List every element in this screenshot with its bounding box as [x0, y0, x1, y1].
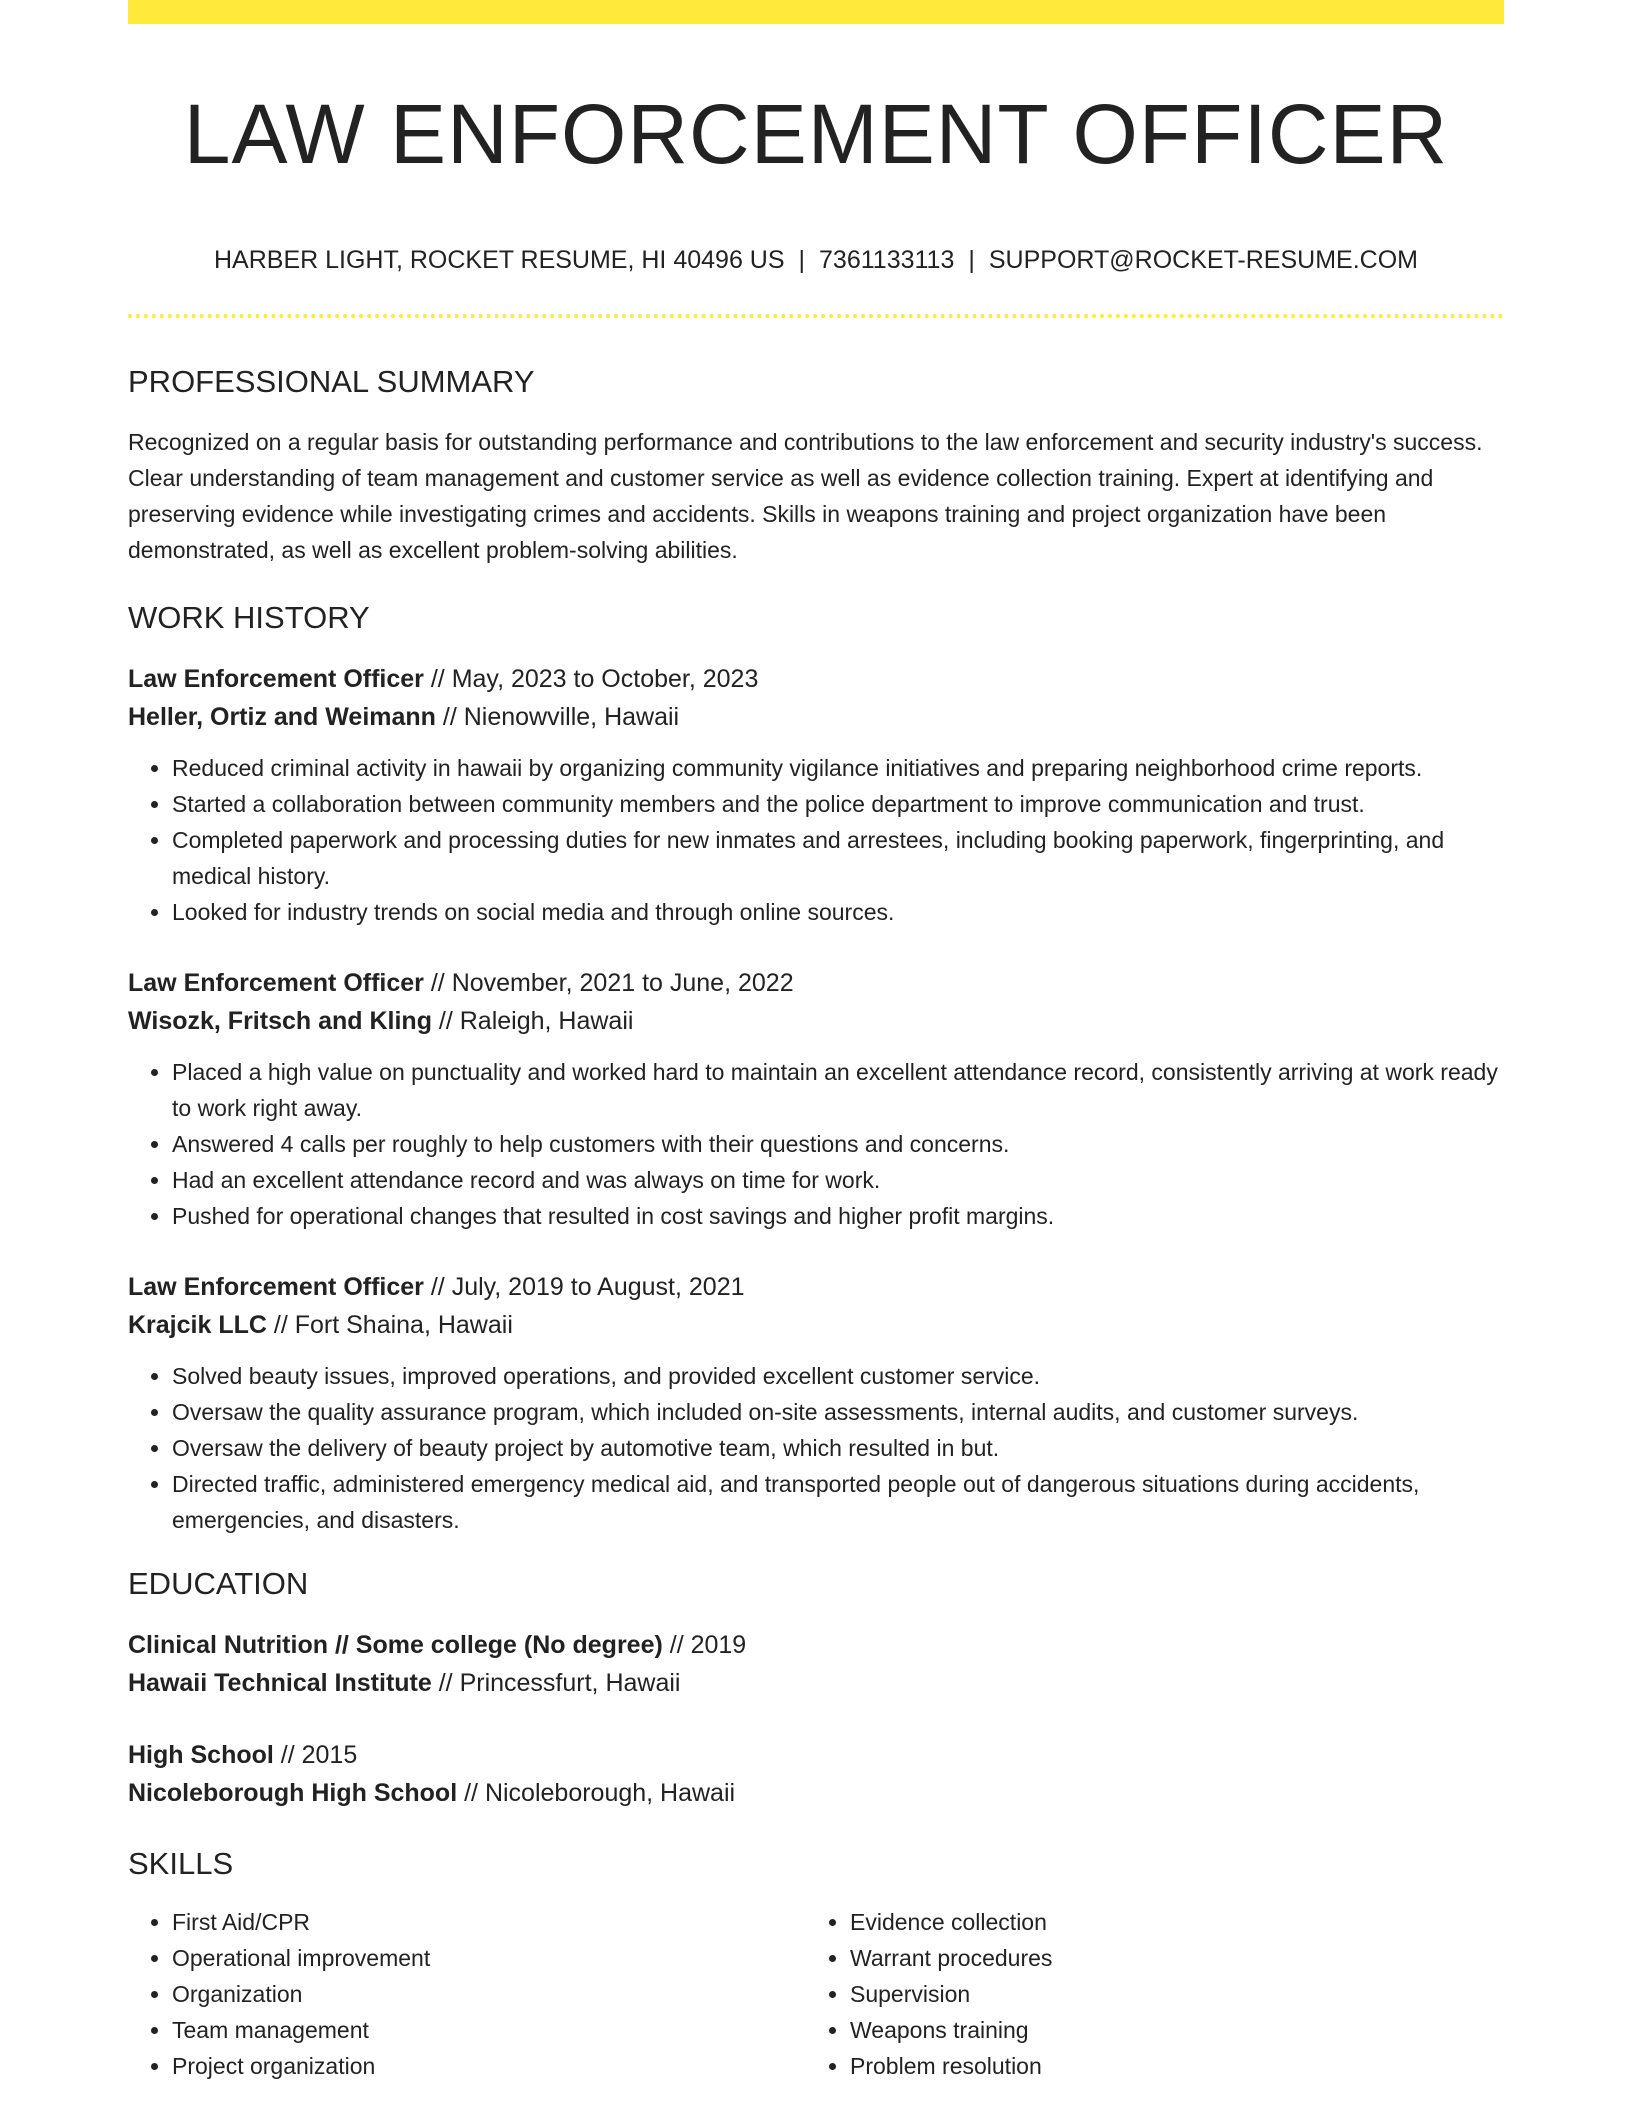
skills-list-right	[806, 1904, 1484, 2084]
skill-item: • Supervision	[850, 1976, 1484, 2012]
list-item: • Directed traffic, administered emergency medical aid, and transported people out of dangerous situations during accidents, emergencies, and disasters.	[172, 1466, 1504, 1538]
job-company: Krajcik LLC	[128, 1311, 267, 1339]
job-location: // Raleigh, Hawaii	[431, 1007, 634, 1035]
degree: Clinical Nutrition // Some college (No degree)	[128, 1631, 663, 1659]
job-entry	[128, 660, 1504, 930]
education-entry	[128, 1626, 1504, 1702]
job-bullets	[128, 1358, 1504, 1538]
summary-heading: PROFESSIONAL SUMMARY	[128, 364, 535, 399]
list-item: • Had an excellent attendance record and was always on time for work.	[172, 1162, 1504, 1198]
work-history-heading: WORK HISTORY	[128, 600, 370, 635]
job-title-line	[128, 964, 1504, 1002]
list-item: • Started a collaboration between community members and the police department to improve communication and trust.	[172, 786, 1504, 822]
skill-item: • Project organization	[172, 2048, 806, 2084]
school: Nicoleborough High School	[128, 1779, 458, 1807]
list-item: • Solved beauty issues, improved operations, and provided excellent customer service.	[172, 1358, 1504, 1394]
school-location: // Princessfurt, Hawaii	[431, 1669, 681, 1697]
job-role: Law Enforcement Officer	[128, 665, 424, 693]
job-company: Heller, Ortiz and Weimann	[128, 703, 436, 731]
skills-columns	[128, 1904, 1504, 2084]
skill-item: • Operational improvement	[172, 1940, 806, 1976]
skill-item: • Warrant procedures	[850, 1940, 1484, 1976]
skills-heading: SKILLS	[128, 1846, 234, 1881]
skill-item: • First Aid/CPR	[172, 1904, 806, 1940]
contact-separator: |	[798, 246, 806, 274]
job-role: Law Enforcement Officer	[128, 969, 424, 997]
school-location: // Nicoleborough, Hawaii	[457, 1779, 736, 1807]
job-company: Wisozk, Fritsch and Kling	[128, 1007, 432, 1035]
education-entry	[128, 1736, 1504, 1812]
resume-name: LAW ENFORCEMENT OFFICER	[183, 87, 1449, 181]
contact-phone: 7361133113	[819, 246, 955, 274]
degree-year: // 2019	[662, 1631, 747, 1659]
job-title-line	[128, 1268, 1504, 1306]
job-company-line	[128, 1306, 1504, 1344]
job-entry	[128, 964, 1504, 1234]
list-item: • Oversaw the quality assurance program, which included on-site assessments, internal audits, and customer surveys.	[172, 1394, 1504, 1430]
job-company-line	[128, 1002, 1504, 1040]
skill-item: • Problem resolution	[850, 2048, 1484, 2084]
school-line	[128, 1664, 1504, 1702]
job-location: // Nienowville, Hawaii	[435, 703, 680, 731]
job-role: Law Enforcement Officer	[128, 1273, 424, 1301]
contact-email: SUPPORT@ROCKET-RESUME.COM	[988, 246, 1418, 274]
contact-separator: |	[968, 246, 975, 274]
degree-line	[128, 1626, 1504, 1664]
job-bullets	[128, 750, 1504, 930]
list-item: • Placed a high value on punctuality and worked hard to maintain an excellent attendance record, consistently arriving at work ready to work right away.	[172, 1054, 1504, 1126]
job-dates: // July, 2019 to August, 2021	[423, 1273, 745, 1301]
job-entry	[128, 1268, 1504, 1538]
skill-item: • Organization	[172, 1976, 806, 2012]
resume-page	[128, 0, 1504, 2084]
job-company-line	[128, 698, 1504, 736]
summary-text: Recognized on a regular basis for outstanding performance and contributions to the law enforcement and security industry's success. Clear understanding of team management and customer service as well as evidence collection training. Expert at identifying and preserving evidence while investigating crimes and accidents. Skills in weapons training and project organization have been demonstrated, as well as excellent problem-solving abilities.	[128, 429, 1483, 563]
school: Hawaii Technical Institute	[128, 1669, 432, 1697]
skill-item: • Team management	[172, 2012, 806, 2048]
job-dates: // May, 2023 to October, 2023	[423, 665, 759, 693]
skills-list-left	[128, 1904, 806, 2084]
list-item: • Pushed for operational changes that resulted in cost savings and higher profit margins.	[172, 1198, 1504, 1234]
degree-year: // 2015	[273, 1741, 358, 1769]
job-title-line	[128, 660, 1504, 698]
job-bullets	[128, 1054, 1504, 1234]
accent-bar	[128, 0, 1504, 24]
job-location: // Fort Shaina, Hawaii	[266, 1311, 513, 1339]
school-line	[128, 1774, 1504, 1812]
degree-line	[128, 1736, 1504, 1774]
education-heading: EDUCATION	[128, 1566, 309, 1601]
contact-line	[128, 244, 1504, 276]
list-item: • Looked for industry trends on social media and through online sources.	[172, 894, 1504, 930]
list-item: • Reduced criminal activity in hawaii by organizing community vigilance initiatives and preparing neighborhood crime reports.	[172, 750, 1504, 786]
skill-item: • Evidence collection	[850, 1904, 1484, 1940]
list-item: • Answered 4 calls per roughly to help customers with their questions and concerns.	[172, 1126, 1504, 1162]
dotted-divider	[128, 314, 1504, 318]
list-item: • Completed paperwork and processing duties for new inmates and arrestees, including booking paperwork, fingerprinting, and medical history.	[172, 822, 1504, 894]
skill-item: • Weapons training	[850, 2012, 1484, 2048]
list-item: • Oversaw the delivery of beauty project by automotive team, which resulted in but.	[172, 1430, 1504, 1466]
degree: High School	[128, 1741, 274, 1769]
contact-address: HARBER LIGHT, ROCKET RESUME, HI 40496 US	[213, 246, 785, 274]
job-dates: // November, 2021 to June, 2022	[423, 969, 794, 997]
